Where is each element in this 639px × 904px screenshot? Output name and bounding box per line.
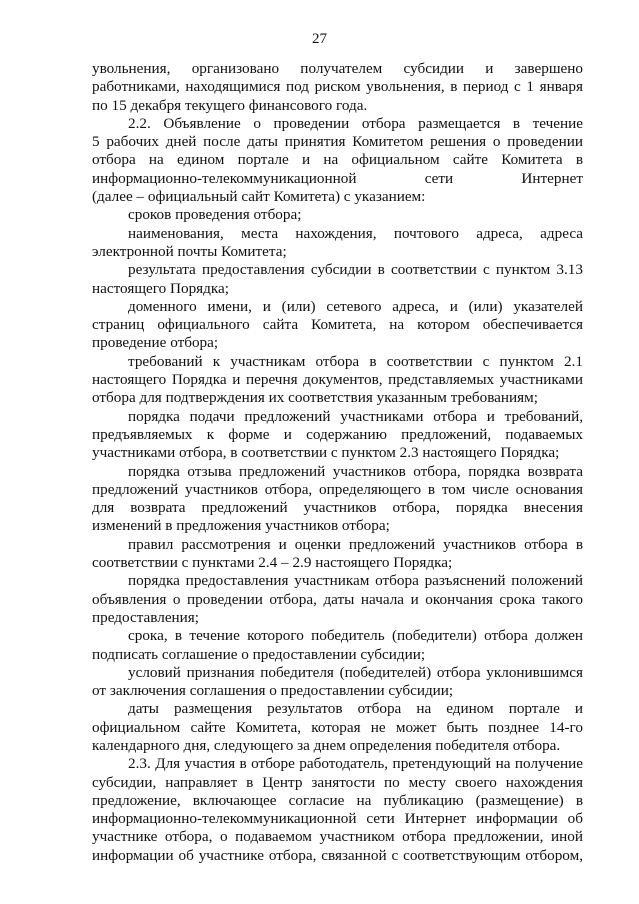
text-line: электронной почты Комитета; (92, 242, 287, 260)
text-line: предложение, включающее согласие на публикацию (размещение) в (92, 791, 583, 809)
text-line: срока, в течение которого победитель (победители) отбора должен (128, 627, 583, 645)
text-line: информационно-телекоммуникационной сети Интернет информации об (92, 810, 583, 828)
text-line: субсидии, направляет в Центр занятости по месту своего нахождения (92, 773, 583, 791)
text-line: соответствии с пунктами 2.4 – 2.9 настоящего Порядка; (92, 554, 453, 572)
text-line: даты размещения результатов отбора на едином портале и (128, 700, 583, 718)
text-line: результата предоставления субсидии в соответствии с пунктом 3.13 (128, 261, 583, 279)
text-line: отбора для подтверждения их соответствия указанным требованиям; (92, 389, 538, 407)
text-line: правил рассмотрения и оценки предложений участников отбора в (128, 535, 583, 553)
text-line: от заключения соглашения о предоставлении субсидии; (92, 682, 454, 700)
text-line: официальном сайте Комитета, которая не может быть позднее 14-го (92, 718, 583, 736)
text-line: объявления о проведении отбора, даты начала и окончания срока такого (92, 590, 583, 608)
text-line: участнике отбора, о подаваемом участником отбора предложении, иной (92, 828, 583, 846)
text-line: изменений в предложения участников отбора; (92, 517, 390, 535)
text-line: (далее – официальный сайт Комитета) с указанием: (92, 188, 426, 206)
text-line: 5 рабочих дней после даты принятия Комитетом решения о проведении (92, 133, 583, 151)
text-line: работниками, находящимися под риском увольнения, в период с 1 января (92, 78, 583, 96)
text-line: 2.3. Для участия в отборе работодатель, претендующий на получение (128, 755, 583, 773)
text-line: порядка предоставления участникам отбора разъяснений положений (128, 572, 583, 590)
text-line: наименования, места нахождения, почтового адреса, адреса (128, 224, 583, 242)
text-line: порядка отзыва предложений участников отбора, порядка возврата (128, 462, 583, 480)
document-body (92, 60, 583, 865)
text-line: предоставления; (92, 608, 200, 626)
text-line: проведение отбора; (92, 334, 219, 352)
text-line: настоящего Порядка и перечня документов, представляемых участниками (92, 371, 583, 389)
text-line: календарного дня, следующего за днем определения победителя отбора. (92, 736, 561, 754)
text-line: страниц официального сайта Комитета, на котором обеспечивается (92, 316, 583, 334)
text-line: по 15 декабря текущего финансового года. (92, 96, 368, 114)
text-line: доменного имени, и (или) сетевого адреса, и (или) указателей (128, 297, 583, 315)
text-line: 2.2. Объявление о проведении отбора размещается в течение (128, 114, 583, 132)
page-number: 27 (312, 31, 327, 47)
text-line: условий признания победителя (победителей) отбора уклонившимся (128, 663, 583, 681)
text-line: отбора на едином портале и на официальном сайте Комитета в (92, 151, 583, 169)
text-line: информации об участнике отбора, связанной с соответствующим отбором, (92, 846, 583, 864)
text-line: предложений участников отбора, определяющего в том числе основания (92, 480, 583, 498)
text-line: настоящего Порядка; (92, 279, 229, 297)
text-line: порядка подачи предложений участниками отбора и требований, (128, 407, 583, 425)
text-line: подписать соглашение о предоставлении субсидии; (92, 645, 426, 663)
text-line: предъявляемых к форме и содержанию предложений, подаваемых (92, 425, 583, 443)
text-line: участниками отбора, в соответствии с пунктом 2.3 настоящего Порядка; (92, 444, 560, 462)
text-line: для возврата предложений участников отбора, порядка внесения (92, 499, 583, 517)
text-line: увольнения, организовано получателем субсидии и завершено (92, 60, 583, 77)
text-line: требований к участникам отбора в соответствии с пунктом 2.1 (128, 352, 583, 370)
text-line: информационно-телекоммуникационной сети Интернет (92, 169, 583, 187)
text-line: сроков проведения отбора; (128, 206, 302, 224)
